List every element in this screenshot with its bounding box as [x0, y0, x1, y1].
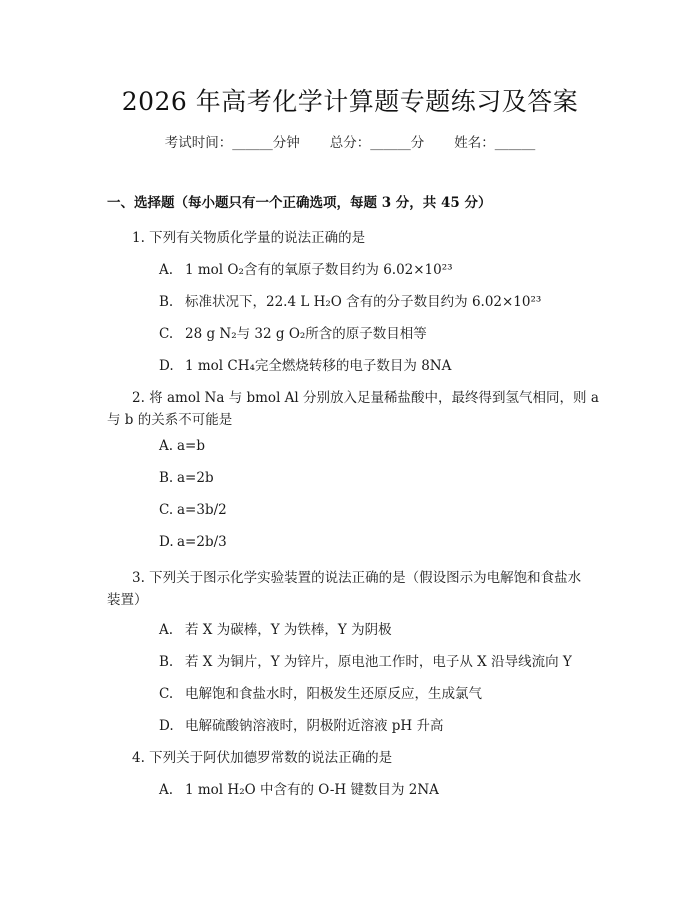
- question-4-stem: 4. 下列关于阿伏加德罗常数的说法正确的是: [132, 750, 393, 766]
- option-text: 电解饱和食盐水时，阳极发生还原反应，生成氯气: [185, 686, 482, 702]
- option-letter: D.: [159, 358, 174, 374]
- option-text: 若 X 为铜片，Y 为锌片，原电池工作时，电子从 X 沿导线流向 Y: [185, 654, 572, 670]
- question-1-option-d: [159, 354, 451, 374]
- exam-meta: [0, 131, 700, 151]
- question-3-stem: 3. 下列关于图示化学实验装置的说法正确的是（假设图示为电解饱和食盐水: [132, 570, 582, 586]
- question-3-option-a: [159, 618, 392, 638]
- question-1-option-c: [159, 322, 427, 342]
- option-letter: C.: [159, 686, 174, 702]
- exam-total-score: 总分：______分: [329, 135, 425, 151]
- option-text: 标准状况下，22.4 L H₂O 含有的分子数目约为 6.02×10²³: [185, 294, 542, 310]
- option-text: 1 mol O₂含有的氧原子数目约为 6.02×10²³: [185, 262, 453, 278]
- option-text: a=2b/3: [177, 534, 227, 550]
- question-2-option-c: [159, 502, 227, 518]
- question-3-option-d: [159, 714, 444, 734]
- option-letter: B.: [159, 294, 174, 310]
- question-2-stem: 2. 将 amol Na 与 bmol Al 分别放入足量稀盐酸中，最终得到氢气相同，则 a: [132, 390, 599, 406]
- question-1-option-a: [159, 258, 453, 278]
- option-text: 电解硫酸钠溶液时，阴极附近溶液 pH 升高: [185, 718, 444, 734]
- option-text: a=b: [177, 438, 206, 454]
- question-2-option-d: [159, 534, 227, 550]
- question-3-option-c: [159, 682, 482, 702]
- option-letter: A.: [159, 262, 174, 278]
- question-1-stem: 1. 下列有关物质化学量的说法正确的是: [132, 230, 366, 246]
- option-text: 若 X 为碳棒，Y 为铁棒，Y 为阴极: [185, 622, 392, 638]
- option-text: a=3b/2: [177, 502, 227, 518]
- question-2-stem-continued: 与 b 的关系不可能是: [107, 412, 233, 428]
- question-2-option-a: [159, 438, 205, 454]
- option-letter: A.: [159, 782, 174, 798]
- page-title: 2026 年高考化学计算题专题练习及答案: [121, 87, 579, 116]
- question-3-stem-continued: 装置）: [107, 592, 148, 608]
- option-letter: A.: [159, 622, 174, 638]
- exam-time: 考试时间：______分钟: [164, 135, 300, 151]
- option-text: 1 mol CH₄完全燃烧转移的电子数目为 8NA: [185, 358, 452, 374]
- question-4-option-a: [159, 778, 439, 798]
- option-letter: C.: [159, 502, 174, 518]
- option-letter: A.: [159, 438, 174, 454]
- option-text: 28 g N₂与 32 g O₂所含的原子数目相等: [185, 326, 427, 342]
- option-letter: D.: [159, 718, 174, 734]
- option-letter: D.: [159, 534, 174, 550]
- option-letter: B.: [159, 654, 174, 670]
- option-letter: C.: [159, 326, 174, 342]
- option-letter: B.: [159, 470, 174, 486]
- question-1-option-b: [159, 290, 541, 310]
- option-text: 1 mol H₂O 中含有的 O-H 键数目为 2NA: [185, 782, 439, 798]
- exam-name-field: 姓名：______: [454, 135, 536, 151]
- section-heading: 一、选择题（每小题只有一个正确选项，每题 3 分，共 45 分）: [107, 195, 492, 211]
- option-text: a=2b: [177, 470, 214, 486]
- question-2-option-b: [159, 470, 214, 486]
- question-3-option-b: [159, 650, 572, 670]
